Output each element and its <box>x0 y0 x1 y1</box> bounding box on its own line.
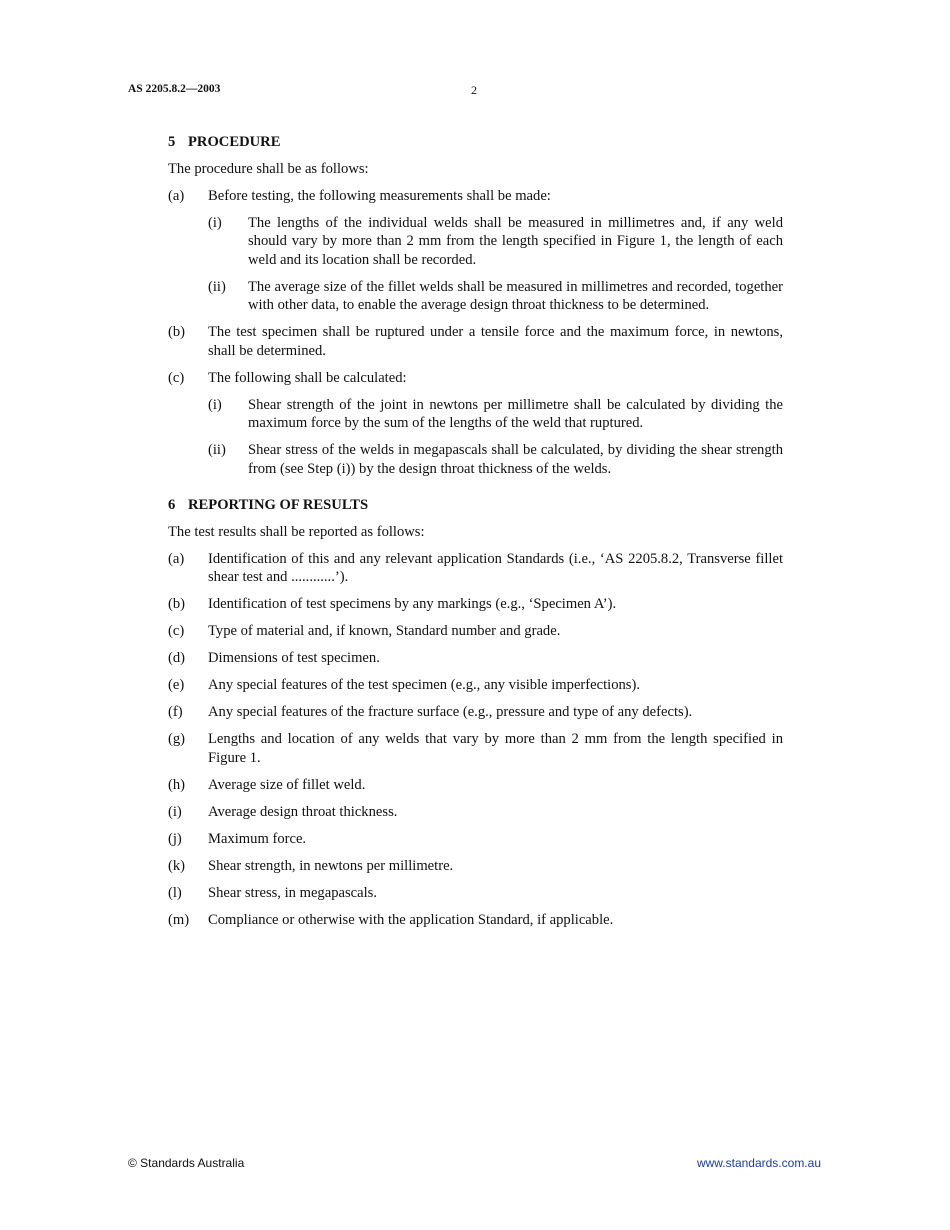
section-number: 6 <box>168 497 176 513</box>
item-label: (j) <box>168 830 182 847</box>
section-intro: The procedure shall be as follows: <box>168 160 369 177</box>
item-text: Any special features of the test specimen (e.g., any visible imperfections). <box>208 677 640 693</box>
section-intro: The test results shall be reported as follows: <box>168 523 425 540</box>
section-title: PROCEDURE <box>188 134 281 150</box>
item-label: (c) <box>168 623 185 639</box>
item-text: Shear stress, in megapascals. <box>208 884 377 901</box>
list-item <box>168 622 783 641</box>
item-text: Any special features of the fracture surface (e.g., pressure and type of any defects). <box>208 704 693 720</box>
list-item <box>168 830 783 849</box>
sub-item-label: (ii) <box>208 278 226 295</box>
item-text: Shear strength, in newtons per millimetre. <box>208 857 454 874</box>
item-text: Compliance or otherwise with the application Standard, if applicable. <box>208 911 614 928</box>
item-label: (e) <box>168 677 185 693</box>
list-item <box>168 730 783 767</box>
sub-item <box>208 278 783 315</box>
section-title: REPORTING OF RESULTS <box>188 497 369 513</box>
item-label: (f) <box>168 704 183 720</box>
section-procedure <box>168 133 783 478</box>
item-label: (c) <box>168 369 185 386</box>
item-text: Identification of this and any relevant application Standards (i.e., ‘AS 2205.8.2, Transverse fillet shear test and ............’). <box>208 550 783 585</box>
list-item <box>168 323 783 360</box>
item-text: The following shall be calculated: <box>208 369 407 386</box>
item-label: (b) <box>168 324 186 340</box>
item-text: Type of material and, if known, Standard number and grade. <box>208 623 561 639</box>
section-heading <box>168 496 783 515</box>
sub-item-text: Shear strength of the joint in newtons per millimetre shall be calculated by dividing the maximum force by the sum of the lengths of the weld that ruptured. <box>248 396 783 431</box>
sub-item-label: (i) <box>208 396 222 413</box>
section-number: 5 <box>168 134 176 150</box>
page-number: 2 <box>471 83 477 97</box>
document-id: AS 2205.8.2—2003 <box>128 83 221 95</box>
sub-item-text: The lengths of the individual welds shall be measured in millimetres and, if any weld should vary by more than 2 mm from the length specified in Figure 1, the length of each weld and its location shall be recorded. <box>248 214 783 268</box>
sub-item <box>208 441 783 478</box>
list-item <box>168 803 783 822</box>
page-content <box>168 133 783 938</box>
list-item <box>168 776 783 795</box>
sub-item-label: (ii) <box>208 442 226 458</box>
section-reporting-of-results <box>168 496 783 929</box>
list-item <box>168 676 783 695</box>
item-text: Maximum force. <box>208 830 307 847</box>
item-text: Lengths and location of any welds that vary by more than 2 mm from the length specified in Figure 1. <box>208 731 783 766</box>
item-label: (g) <box>168 731 186 747</box>
item-label: (h) <box>168 776 186 793</box>
list-item <box>168 369 783 479</box>
list-item <box>168 703 783 722</box>
sub-item <box>208 396 783 433</box>
item-text: Dimensions of test specimen. <box>208 650 380 666</box>
sub-item-text: Shear stress of the welds in megapascals shall be calculated, by dividing the shear strength from (see Step (i)) by the design throat thickness of the welds. <box>248 442 783 477</box>
item-label: (l) <box>168 884 182 901</box>
item-text: Identification of test specimens by any markings (e.g., ‘Specimen A’). <box>208 596 617 612</box>
item-text: Before testing, the following measurements shall be made: <box>208 187 551 204</box>
list-item <box>168 595 783 614</box>
list-item <box>168 649 783 668</box>
item-label: (m) <box>168 911 190 928</box>
sub-item-text: The average size of the fillet welds shall be measured in millimetres and recorded, together with other data, to enable the average design throat thickness to be determined. <box>248 278 783 313</box>
item-label: (i) <box>168 803 182 820</box>
list-item <box>168 187 783 315</box>
list-item <box>168 911 783 930</box>
sub-item <box>208 214 783 270</box>
sub-item-label: (i) <box>208 214 222 231</box>
list-item <box>168 857 783 876</box>
item-label: (a) <box>168 550 185 567</box>
item-text: The test specimen shall be ruptured under a tensile force and the maximum force, in newtons, shall be determined. <box>208 324 783 359</box>
list-item <box>168 550 783 587</box>
list-item <box>168 884 783 903</box>
item-label: (b) <box>168 596 186 612</box>
footer-copyright: © Standards Australia <box>128 1156 245 1170</box>
footer-website-link[interactable]: www.standards.com.au <box>696 1156 821 1170</box>
item-text: Average design throat thickness. <box>208 803 398 820</box>
item-text: Average size of fillet weld. <box>208 776 366 793</box>
item-label: (d) <box>168 650 186 666</box>
item-label: (a) <box>168 187 185 204</box>
item-label: (k) <box>168 857 186 874</box>
section-heading <box>168 133 783 152</box>
